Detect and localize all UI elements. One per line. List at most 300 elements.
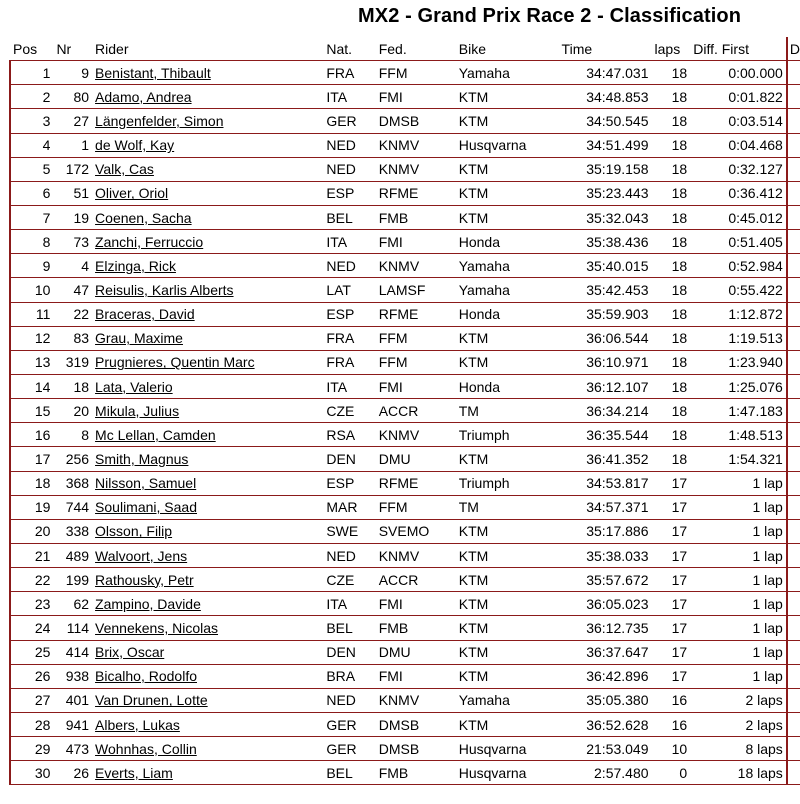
pos-cell: 22 xyxy=(10,568,53,592)
time-cell: 36:41.352 xyxy=(559,447,652,471)
fed-cell: RFME xyxy=(376,302,456,326)
diff-first-cell: 1:12.872 xyxy=(690,302,787,326)
rider-cell xyxy=(92,543,323,567)
time-cell: 36:35.544 xyxy=(559,423,652,447)
table-row xyxy=(10,712,800,736)
fed-cell: FMI xyxy=(376,374,456,398)
diff-first-cell: 0:01.822 xyxy=(690,85,787,109)
nat-cell: ESP xyxy=(323,302,375,326)
rider-link[interactable]: Mikula, Julius xyxy=(95,402,180,419)
diff-previous-cell xyxy=(787,278,800,302)
rider-link[interactable]: Olsson, Filip xyxy=(95,523,173,540)
diff-previous-cell xyxy=(787,592,800,616)
rider-cell xyxy=(92,302,323,326)
pos-cell: 27 xyxy=(10,688,53,712)
nat-cell: SWE xyxy=(323,519,375,543)
nat-cell: ITA xyxy=(323,592,375,616)
rider-cell xyxy=(92,61,323,85)
diff-first-cell: 1 lap xyxy=(690,616,787,640)
diff-previous-cell xyxy=(787,326,800,350)
rider-link[interactable]: Nilsson, Samuel xyxy=(95,475,197,492)
pos-cell: 17 xyxy=(10,447,53,471)
fed-cell: DMSB xyxy=(376,737,456,761)
laps-cell: 10 xyxy=(652,737,691,761)
pos-cell: 5 xyxy=(10,157,53,181)
rider-link[interactable]: Längenfelder, Simon xyxy=(95,112,224,129)
laps-cell: 18 xyxy=(652,278,691,302)
laps-cell: 17 xyxy=(652,592,691,616)
bike-cell: KTM xyxy=(456,543,559,567)
nat-cell: NED xyxy=(323,254,375,278)
diff-first-cell: 1 lap xyxy=(690,471,787,495)
diff-previous-cell xyxy=(787,157,800,181)
nat-cell: ITA xyxy=(323,230,375,254)
laps-cell: 17 xyxy=(652,543,691,567)
fed-cell: FMI xyxy=(376,85,456,109)
table-row xyxy=(10,495,800,519)
pos-cell: 28 xyxy=(10,712,53,736)
bike-cell: Yamaha xyxy=(456,61,559,85)
pos-cell: 15 xyxy=(10,399,53,423)
bike-cell: Honda xyxy=(456,230,559,254)
nr-cell: 18 xyxy=(53,374,92,398)
nat-cell: GER xyxy=(323,712,375,736)
rider-cell xyxy=(92,399,323,423)
diff-previous-cell xyxy=(787,712,800,736)
laps-cell: 18 xyxy=(652,423,691,447)
classification-table xyxy=(9,37,800,785)
fed-cell: KNMV xyxy=(376,543,456,567)
pos-cell: 13 xyxy=(10,350,53,374)
nat-cell: DEN xyxy=(323,640,375,664)
nat-cell: NED xyxy=(323,543,375,567)
nat-cell: ITA xyxy=(323,374,375,398)
diff-previous-cell xyxy=(787,302,800,326)
fed-cell: FMI xyxy=(376,592,456,616)
laps-cell: 18 xyxy=(652,254,691,278)
time-cell: 36:42.896 xyxy=(559,664,652,688)
nat-cell: BRA xyxy=(323,664,375,688)
diff-first-cell: 1 lap xyxy=(690,495,787,519)
diff-first-cell: 1 lap xyxy=(690,592,787,616)
laps-cell: 18 xyxy=(652,399,691,423)
diff-first-cell: 2 laps xyxy=(690,688,787,712)
fed-cell: FMI xyxy=(376,664,456,688)
rider-link[interactable]: Benistant, Thibault xyxy=(95,64,211,81)
rider-cell xyxy=(92,616,323,640)
header-fed: Fed. xyxy=(376,37,456,61)
time-cell: 35:42.453 xyxy=(559,278,652,302)
laps-cell: 18 xyxy=(652,61,691,85)
pos-cell: 24 xyxy=(10,616,53,640)
fed-cell: RFME xyxy=(376,471,456,495)
diff-previous-cell xyxy=(787,519,800,543)
nat-cell: FRA xyxy=(323,61,375,85)
diff-previous-cell xyxy=(787,254,800,278)
rider-link[interactable]: Soulimani, Saad xyxy=(95,499,197,516)
pos-cell: 10 xyxy=(10,278,53,302)
laps-cell: 18 xyxy=(652,374,691,398)
time-cell: 21:53.049 xyxy=(559,737,652,761)
page-title: MX2 - Grand Prix Race 2 - Classification xyxy=(358,5,742,27)
rider-cell xyxy=(92,205,323,229)
rider-link[interactable]: Zampino, Davide xyxy=(95,595,201,612)
nr-cell: 489 xyxy=(53,543,92,567)
time-cell: 35:57.672 xyxy=(559,568,652,592)
time-cell: 36:34.214 xyxy=(559,399,652,423)
rider-link[interactable]: Braceras, David xyxy=(95,306,195,323)
laps-cell: 17 xyxy=(652,640,691,664)
rider-cell xyxy=(92,157,323,181)
rider-link[interactable]: Reisulis, Karlis Alberts xyxy=(95,281,234,298)
rider-link[interactable]: Coenen, Sacha xyxy=(95,209,192,226)
nr-cell: 4 xyxy=(53,254,92,278)
nat-cell: CZE xyxy=(323,399,375,423)
diff-first-cell: 18 laps xyxy=(690,761,787,785)
fed-cell: KNMV xyxy=(376,254,456,278)
fed-cell: FFM xyxy=(376,350,456,374)
nr-cell: 51 xyxy=(53,181,92,205)
table-row xyxy=(10,616,800,640)
nat-cell: FRA xyxy=(323,350,375,374)
rider-link[interactable]: Oliver, Oriol xyxy=(95,185,169,202)
fed-cell: DMU xyxy=(376,640,456,664)
bike-cell: KTM xyxy=(456,181,559,205)
time-cell: 34:53.817 xyxy=(559,471,652,495)
bike-cell: KTM xyxy=(456,712,559,736)
pos-cell: 7 xyxy=(10,205,53,229)
rider-link[interactable]: Everts, Liam xyxy=(95,764,173,781)
nr-cell: 73 xyxy=(53,230,92,254)
nat-cell: GER xyxy=(323,737,375,761)
header-diff-previous: D xyxy=(787,37,800,61)
diff-first-cell: 0:36.412 xyxy=(690,181,787,205)
diff-previous-cell xyxy=(787,688,800,712)
time-cell: 36:06.544 xyxy=(559,326,652,350)
laps-cell: 17 xyxy=(652,471,691,495)
laps-cell: 18 xyxy=(652,205,691,229)
header-pos: Pos xyxy=(10,37,53,61)
time-cell: 35:05.380 xyxy=(559,688,652,712)
rider-cell xyxy=(92,761,323,785)
rider-cell xyxy=(92,374,323,398)
table-row xyxy=(10,688,800,712)
nr-cell: 80 xyxy=(53,85,92,109)
table-row xyxy=(10,181,800,205)
rider-cell xyxy=(92,447,323,471)
bike-cell: TM xyxy=(456,495,559,519)
bike-cell: KTM xyxy=(456,157,559,181)
diff-previous-cell xyxy=(787,495,800,519)
fed-cell: FFM xyxy=(376,61,456,85)
fed-cell: FMB xyxy=(376,616,456,640)
rider-cell xyxy=(92,350,323,374)
bike-cell: KTM xyxy=(456,205,559,229)
time-cell: 35:17.886 xyxy=(559,519,652,543)
laps-cell: 18 xyxy=(652,85,691,109)
time-cell: 35:59.903 xyxy=(559,302,652,326)
rider-cell xyxy=(92,423,323,447)
table-row xyxy=(10,664,800,688)
rider-cell xyxy=(92,519,323,543)
nat-cell: NED xyxy=(323,157,375,181)
table-row xyxy=(10,350,800,374)
rider-link[interactable]: Prugnieres, Quentin Marc xyxy=(95,354,255,371)
fed-cell: KNMV xyxy=(376,157,456,181)
rider-cell xyxy=(92,254,323,278)
nat-cell: ESP xyxy=(323,181,375,205)
table-row xyxy=(10,85,800,109)
diff-first-cell: 1:25.076 xyxy=(690,374,787,398)
rider-cell xyxy=(92,640,323,664)
nr-cell: 368 xyxy=(53,471,92,495)
diff-first-cell: 1 lap xyxy=(690,543,787,567)
diff-first-cell: 0:52.984 xyxy=(690,254,787,278)
rider-cell xyxy=(92,181,323,205)
bike-cell: KTM xyxy=(456,664,559,688)
pos-cell: 14 xyxy=(10,374,53,398)
fed-cell: DMU xyxy=(376,447,456,471)
fed-cell: FMB xyxy=(376,761,456,785)
nr-cell: 401 xyxy=(53,688,92,712)
laps-cell: 16 xyxy=(652,712,691,736)
fed-cell: KNMV xyxy=(376,133,456,157)
rider-link[interactable]: Mc Lellan, Camden xyxy=(95,426,216,443)
diff-previous-cell xyxy=(787,205,800,229)
table-row xyxy=(10,374,800,398)
rider-link[interactable]: Bicalho, Rodolfo xyxy=(95,668,197,685)
nr-cell: 114 xyxy=(53,616,92,640)
diff-first-cell: 0:51.405 xyxy=(690,230,787,254)
nat-cell: RSA xyxy=(323,423,375,447)
nr-cell: 1 xyxy=(53,133,92,157)
table-row xyxy=(10,109,800,133)
diff-first-cell: 1:48.513 xyxy=(690,423,787,447)
rider-link[interactable]: Zanchi, Ferruccio xyxy=(95,233,204,250)
diff-first-cell: 1:54.321 xyxy=(690,447,787,471)
time-cell: 36:37.647 xyxy=(559,640,652,664)
table-row xyxy=(10,133,800,157)
laps-cell: 18 xyxy=(652,326,691,350)
rider-link[interactable]: Wohnhas, Collin xyxy=(95,740,197,757)
nat-cell: FRA xyxy=(323,326,375,350)
header-laps: laps xyxy=(652,37,691,61)
nr-cell: 27 xyxy=(53,109,92,133)
diff-previous-cell xyxy=(787,423,800,447)
time-cell: 34:48.853 xyxy=(559,85,652,109)
bike-cell: KTM xyxy=(456,519,559,543)
table-row xyxy=(10,568,800,592)
diff-first-cell: 1:47.183 xyxy=(690,399,787,423)
time-cell: 36:12.735 xyxy=(559,616,652,640)
rider-cell xyxy=(92,737,323,761)
nr-cell: 9 xyxy=(53,61,92,85)
nr-cell: 414 xyxy=(53,640,92,664)
bike-cell: KTM xyxy=(456,85,559,109)
laps-cell: 17 xyxy=(652,519,691,543)
pos-cell: 4 xyxy=(10,133,53,157)
time-cell: 35:32.043 xyxy=(559,205,652,229)
laps-cell: 18 xyxy=(652,133,691,157)
rider-link[interactable]: Vennekens, Nicolas xyxy=(95,619,219,636)
time-cell: 34:50.545 xyxy=(559,109,652,133)
rider-cell xyxy=(92,592,323,616)
fed-cell: FFM xyxy=(376,495,456,519)
diff-previous-cell xyxy=(787,230,800,254)
nr-cell: 338 xyxy=(53,519,92,543)
bike-cell: Honda xyxy=(456,374,559,398)
diff-previous-cell xyxy=(787,85,800,109)
bike-cell: KTM xyxy=(456,109,559,133)
rider-cell xyxy=(92,133,323,157)
table-row xyxy=(10,640,800,664)
nr-cell: 19 xyxy=(53,205,92,229)
time-cell: 36:10.971 xyxy=(559,350,652,374)
pos-cell: 19 xyxy=(10,495,53,519)
rider-cell xyxy=(92,568,323,592)
rider-link[interactable]: Walvoort, Jens xyxy=(95,547,188,564)
rider-link[interactable]: Smith, Magnus xyxy=(95,450,189,467)
rider-link[interactable]: Albers, Lukas xyxy=(95,716,180,733)
diff-previous-cell xyxy=(787,181,800,205)
fed-cell: FFM xyxy=(376,326,456,350)
diff-first-cell: 1:19.513 xyxy=(690,326,787,350)
rider-cell xyxy=(92,109,323,133)
nr-cell: 8 xyxy=(53,423,92,447)
nr-cell: 22 xyxy=(53,302,92,326)
table-row xyxy=(10,326,800,350)
rider-link[interactable]: de Wolf, Kay xyxy=(95,137,175,154)
bike-cell: KTM xyxy=(456,447,559,471)
bike-cell: TM xyxy=(456,399,559,423)
time-cell: 34:51.499 xyxy=(559,133,652,157)
rider-link[interactable]: Brix, Oscar xyxy=(95,644,165,661)
diff-first-cell: 2 laps xyxy=(690,712,787,736)
header-nr: Nr xyxy=(53,37,92,61)
header-row xyxy=(10,37,800,61)
nr-cell: 256 xyxy=(53,447,92,471)
bike-cell: KTM xyxy=(456,616,559,640)
fed-cell: KNMV xyxy=(376,423,456,447)
rider-cell xyxy=(92,664,323,688)
laps-cell: 18 xyxy=(652,447,691,471)
pos-cell: 6 xyxy=(10,181,53,205)
diff-first-cell: 0:03.514 xyxy=(690,109,787,133)
nat-cell: LAT xyxy=(323,278,375,302)
bike-cell: KTM xyxy=(456,350,559,374)
diff-first-cell: 1 lap xyxy=(690,640,787,664)
rider-link[interactable]: Adamo, Andrea xyxy=(95,88,192,105)
diff-previous-cell xyxy=(787,374,800,398)
bike-cell: Husqvarna xyxy=(456,761,559,785)
laps-cell: 18 xyxy=(652,109,691,133)
diff-first-cell: 1 lap xyxy=(690,568,787,592)
bike-cell: Yamaha xyxy=(456,254,559,278)
diff-first-cell: 0:00.000 xyxy=(690,61,787,85)
fed-cell: DMSB xyxy=(376,712,456,736)
bike-cell: KTM xyxy=(456,640,559,664)
diff-previous-cell xyxy=(787,737,800,761)
bike-cell: Yamaha xyxy=(456,688,559,712)
time-cell: 36:05.023 xyxy=(559,592,652,616)
rider-cell xyxy=(92,326,323,350)
laps-cell: 17 xyxy=(652,664,691,688)
nat-cell: NED xyxy=(323,133,375,157)
pos-cell: 3 xyxy=(10,109,53,133)
rider-link[interactable]: Elzinga, Rick xyxy=(95,257,176,274)
table-row xyxy=(10,471,800,495)
table-row xyxy=(10,399,800,423)
fed-cell: ACCR xyxy=(376,568,456,592)
diff-previous-cell xyxy=(787,399,800,423)
nat-cell: ESP xyxy=(323,471,375,495)
diff-first-cell: 1 lap xyxy=(690,664,787,688)
nat-cell: GER xyxy=(323,109,375,133)
fed-cell: SVEMO xyxy=(376,519,456,543)
rider-cell xyxy=(92,712,323,736)
diff-first-cell: 1 lap xyxy=(690,519,787,543)
nat-cell: DEN xyxy=(323,447,375,471)
pos-cell: 18 xyxy=(10,471,53,495)
fed-cell: FMB xyxy=(376,205,456,229)
diff-previous-cell xyxy=(787,133,800,157)
bike-cell: Husqvarna xyxy=(456,133,559,157)
diff-first-cell: 0:45.012 xyxy=(690,205,787,229)
nr-cell: 62 xyxy=(53,592,92,616)
rider-link[interactable]: Lata, Valerio xyxy=(95,378,173,395)
table-row xyxy=(10,278,800,302)
fed-cell: RFME xyxy=(376,181,456,205)
table-row xyxy=(10,447,800,471)
nr-cell: 319 xyxy=(53,350,92,374)
time-cell: 35:38.033 xyxy=(559,543,652,567)
diff-first-cell: 8 laps xyxy=(690,737,787,761)
laps-cell: 17 xyxy=(652,495,691,519)
table-row xyxy=(10,592,800,616)
table-row xyxy=(10,254,800,278)
time-cell: 2:57.480 xyxy=(559,761,652,785)
header-diff-first: Diff. First xyxy=(690,37,787,61)
laps-cell: 18 xyxy=(652,350,691,374)
nr-cell: 26 xyxy=(53,761,92,785)
time-cell: 35:19.158 xyxy=(559,157,652,181)
time-cell: 34:57.371 xyxy=(559,495,652,519)
time-cell: 35:38.436 xyxy=(559,230,652,254)
rider-link[interactable]: Grau, Maxime xyxy=(95,330,183,347)
bike-cell: Husqvarna xyxy=(456,737,559,761)
diff-previous-cell xyxy=(787,616,800,640)
rider-link[interactable]: Van Drunen, Lotte xyxy=(95,692,208,709)
diff-previous-cell xyxy=(787,761,800,785)
table-row xyxy=(10,423,800,447)
laps-cell: 0 xyxy=(652,761,691,785)
bike-cell: Triumph xyxy=(456,423,559,447)
pos-cell: 20 xyxy=(10,519,53,543)
laps-cell: 16 xyxy=(652,688,691,712)
pos-cell: 16 xyxy=(10,423,53,447)
fed-cell: FMI xyxy=(376,230,456,254)
diff-previous-cell xyxy=(787,350,800,374)
rider-link[interactable]: Valk, Cas xyxy=(95,161,154,178)
rider-link[interactable]: Rathousky, Petr xyxy=(95,571,194,588)
fed-cell: LAMSF xyxy=(376,278,456,302)
pos-cell: 11 xyxy=(10,302,53,326)
rider-cell xyxy=(92,85,323,109)
bike-cell: KTM xyxy=(456,592,559,616)
laps-cell: 17 xyxy=(652,616,691,640)
laps-cell: 17 xyxy=(652,568,691,592)
time-cell: 36:12.107 xyxy=(559,374,652,398)
